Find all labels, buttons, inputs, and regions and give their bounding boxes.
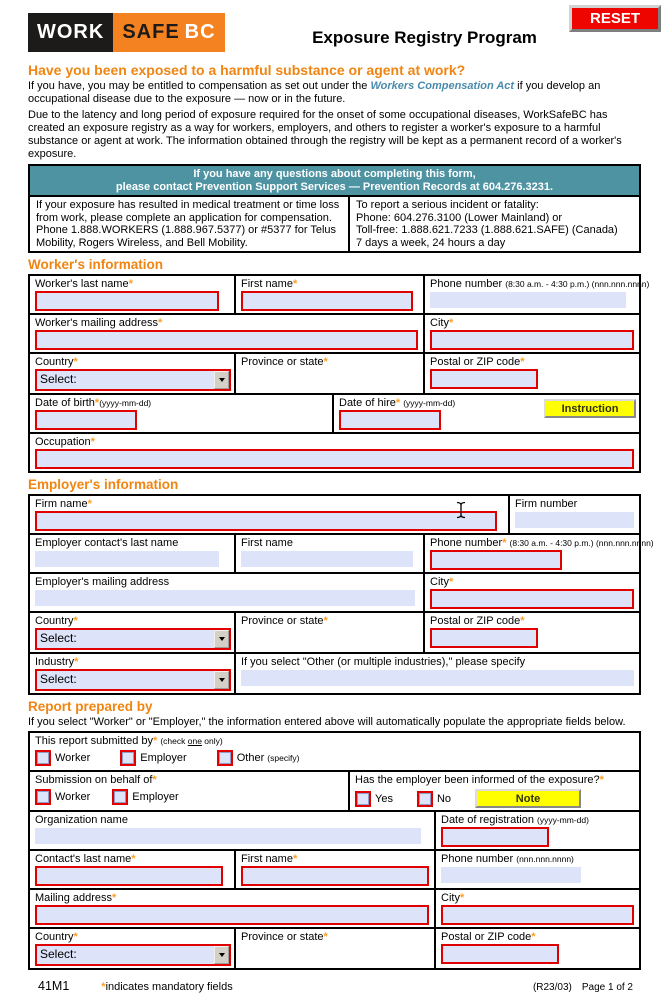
required-asterisk: * — [531, 931, 536, 943]
worker-city-input[interactable] — [430, 330, 634, 350]
employer-phone-input[interactable] — [430, 550, 562, 570]
mandatory-fields-note — [101, 981, 232, 993]
intro-p1-pre: If you have, you may be entitled to compensation as set out under the — [28, 80, 371, 92]
incident-line-4: 7 days a week, 24 hours a day — [356, 236, 506, 249]
contact-phone-input[interactable] — [441, 867, 581, 883]
intro-paragraph-2: Due to the latency and long period of exposure required for the onset of some occupational diseases, WorkSafeBC has created an exposure registry as a way for workers, employers, and others to register a worker's exposure to a harmful substance or agent at work. The information obtained through the registry will be kept as a permanent record of a worker's exposure. — [28, 109, 622, 160]
required-asterisk: * — [157, 317, 163, 329]
intro-paragraph-1 — [28, 80, 641, 106]
submitted-by-other-label: Other — [236, 752, 265, 764]
report-section-note: If you select "Worker" or "Employer," the information entered above will automatically populate the appropriate fields below. — [28, 716, 626, 728]
worksafebc-logo — [28, 13, 225, 52]
worker-mailing-address-label: Worker's mailing address — [35, 317, 158, 329]
informed-yes-label: Yes — [375, 792, 393, 805]
check-hint-one: one — [187, 736, 202, 746]
employer-country-select-value: Select: — [40, 631, 77, 645]
report-postal-label: Postal or ZIP code — [441, 931, 532, 943]
worker-dob-label: Date of birth — [35, 397, 95, 409]
informed-no-label: No — [436, 792, 452, 805]
employer-contact-last-name-label: Employer contact's last name — [35, 537, 179, 549]
worker-city-label: City — [430, 317, 449, 329]
contact-last-name-input[interactable] — [35, 866, 223, 886]
required-asterisk: * — [128, 278, 133, 290]
industry-other-specify-input[interactable] — [241, 670, 634, 686]
worker-country-select[interactable] — [35, 369, 231, 391]
required-asterisk: * — [73, 615, 78, 627]
required-asterisk: * — [292, 278, 298, 290]
contact-phone-label: Phone number — [441, 853, 514, 865]
required-asterisk: * — [292, 853, 298, 865]
text-cursor-icon — [455, 501, 467, 522]
required-asterisk: * — [448, 317, 454, 329]
report-mailing-address-label: Mailing address — [35, 892, 113, 904]
report-table — [28, 731, 641, 970]
required-asterisk: * — [101, 981, 106, 993]
worker-last-name-input[interactable] — [35, 291, 219, 311]
incident-line-3: Toll-free: 1.888.621.7233 (1.888.621.SAFE) (Canada) — [356, 224, 618, 236]
instruction-button[interactable]: Instruction — [544, 399, 636, 418]
employer-phone-label: Phone number — [430, 537, 503, 549]
dropdown-arrow-icon[interactable] — [214, 630, 229, 648]
logo-safe-text: SAFE — [122, 21, 180, 43]
incident-report-info-box — [350, 197, 639, 251]
contact-first-name-input[interactable] — [241, 866, 429, 886]
organization-name-input[interactable] — [35, 828, 421, 844]
required-asterisk: * — [73, 356, 78, 368]
report-city-label: City — [441, 892, 460, 904]
worker-hire-date-input[interactable] — [339, 410, 441, 430]
worker-dob-input[interactable] — [35, 410, 137, 430]
report-mailing-address-input[interactable] — [35, 905, 429, 925]
firm-number-input[interactable] — [515, 512, 634, 528]
employer-section-heading: Employer's information — [28, 477, 179, 492]
required-asterisk: * — [502, 537, 507, 549]
informed-yes-checkbox[interactable] — [355, 791, 371, 807]
required-asterisk: * — [323, 615, 328, 627]
employer-city-label: City — [430, 576, 449, 588]
workers-compensation-act-link[interactable]: Workers Compensation Act — [370, 80, 515, 92]
worker-country-label: Country — [35, 356, 74, 368]
required-asterisk: * — [520, 356, 525, 368]
submitted-by-worker-checkbox[interactable] — [35, 750, 51, 766]
required-asterisk: * — [112, 892, 117, 904]
contact-first-name-label: First name — [241, 853, 293, 865]
note-button[interactable]: Note — [475, 789, 581, 808]
behalf-worker-checkbox[interactable] — [35, 789, 51, 805]
industry-select-value: Select: — [40, 672, 77, 686]
dropdown-arrow-icon[interactable] — [214, 946, 229, 964]
worker-last-name-label: Worker's last name — [35, 278, 129, 290]
required-asterisk: * — [73, 931, 78, 943]
worker-postal-input[interactable] — [430, 369, 538, 389]
required-asterisk: * — [152, 774, 157, 786]
required-asterisk: * — [90, 436, 95, 448]
banner-line-1: If you have any questions about completing this form, — [193, 168, 476, 180]
intro-heading: Have you been exposed to a harmful substance or agent at work? — [28, 62, 466, 78]
worker-country-select-value: Select: — [40, 372, 77, 386]
worker-phone-label: Phone number — [430, 278, 503, 290]
dropdown-arrow-icon[interactable] — [214, 671, 229, 689]
required-asterisk: * — [459, 892, 465, 904]
required-asterisk: * — [599, 774, 604, 786]
worker-mailing-address-input[interactable] — [35, 330, 418, 350]
intro-p1-post: if you develop an occupational disease due to the exposure — now or in the future. — [28, 80, 601, 105]
contact-phone-hint: (nnn.nnn.nnnn) — [516, 854, 574, 864]
employer-country-select[interactable] — [35, 628, 231, 650]
employer-table — [28, 494, 654, 695]
revision-number: (R23/03) — [532, 982, 572, 993]
incident-line-2: Phone: 604.276.3100 (Lower Mainland) or — [356, 211, 563, 224]
required-asterisk: * — [448, 576, 454, 588]
submitted-by-other-checkbox[interactable] — [217, 750, 233, 766]
firm-number-label: Firm number — [515, 498, 578, 510]
logo-work-block — [28, 13, 113, 52]
behalf-of-label: Submission on behalf of — [35, 774, 153, 786]
report-country-select-value: Select: — [40, 947, 77, 961]
required-asterisk: * — [87, 498, 92, 510]
employer-first-name-input[interactable] — [241, 551, 413, 567]
worker-hire-date-label: Date of hire — [339, 397, 396, 409]
required-asterisk: * — [395, 397, 401, 409]
report-city-input[interactable] — [441, 905, 634, 925]
other-specify-hint: (specify) — [267, 753, 300, 763]
firm-name-label: Firm name — [35, 498, 88, 510]
worker-section-heading: Worker's information — [28, 257, 163, 272]
logo-work-text: WORK — [37, 21, 105, 43]
page-footer — [28, 979, 641, 993]
employer-city-input[interactable] — [430, 589, 634, 609]
submitted-by-employer-checkbox[interactable] — [120, 750, 136, 766]
worker-table — [28, 274, 650, 473]
check-hint-post: only) — [201, 736, 223, 746]
page-number: Page 1 of 2 — [581, 982, 633, 993]
required-asterisk: * — [520, 615, 525, 627]
required-asterisk: * — [74, 656, 79, 668]
report-province-label: Province or state — [241, 931, 324, 943]
logo-safebc-block — [113, 13, 224, 52]
questions-banner — [28, 164, 641, 197]
form-number: 41M1 — [38, 979, 70, 993]
worker-dob-hint: (yyyy-mm-dd) — [99, 398, 152, 408]
required-asterisk: * — [153, 735, 158, 747]
employer-informed-label: Has the employer been informed of the exposure? — [355, 774, 600, 786]
worker-phone-input[interactable] — [430, 292, 626, 308]
informed-no-checkbox[interactable] — [417, 791, 433, 807]
logo-bc-text: BC — [184, 21, 216, 43]
date-of-registration-input[interactable] — [441, 827, 549, 847]
employer-postal-label: Postal or ZIP code — [430, 615, 521, 627]
employer-country-label: Country — [35, 615, 74, 627]
required-asterisk: * — [131, 853, 136, 865]
worker-province-label: Province or state — [241, 356, 324, 368]
employer-mailing-address-label: Employer's mailing address — [35, 576, 170, 588]
report-country-select[interactable] — [35, 944, 231, 966]
contact-info-boxes — [28, 197, 641, 253]
mandatory-fields-text: indicates mandatory fields — [105, 981, 233, 993]
report-country-label: Country — [35, 931, 74, 943]
worker-first-name-input[interactable] — [241, 291, 413, 311]
compensation-info-box: If your exposure has resulted in medical treatment or time loss from work, please complete an application for compensation. Phone 1.888.WORKERS (1.888.967.5377) or #5377 for Telus Mobility, Rogers Wireless, and Bell Mobility. — [30, 197, 350, 251]
incident-line-1: To report a serious incident or fatality: — [356, 199, 539, 211]
industry-label: Industry — [35, 656, 75, 668]
date-of-registration-hint: (yyyy-mm-dd) — [537, 815, 589, 825]
worker-postal-label: Postal or ZIP code — [430, 356, 521, 368]
reset-button[interactable]: RESET — [569, 5, 661, 32]
banner-line-2: please contact Prevention Support Services — Prevention Records at 604.276.3231. — [115, 180, 554, 193]
employer-first-name-label: First name — [241, 537, 293, 549]
worker-occupation-label: Occupation — [35, 436, 91, 448]
report-section-heading: Report prepared by — [28, 699, 153, 714]
submitted-by-worker-label: Worker — [55, 752, 91, 764]
industry-other-specify-label: If you select "Other (or multiple industries)," please specify — [241, 656, 526, 668]
worker-occupation-input[interactable] — [35, 449, 634, 469]
organization-name-label: Organization name — [35, 814, 128, 826]
firm-name-input[interactable] — [35, 511, 497, 531]
worker-hire-date-hint: (yyyy-mm-dd) — [403, 398, 456, 408]
page-title: Exposure Registry Program — [312, 28, 537, 47]
industry-select[interactable] — [35, 669, 231, 691]
employer-contact-last-name-input[interactable] — [35, 551, 219, 567]
check-hint-pre: (check — [160, 736, 188, 746]
behalf-employer-label: Employer — [132, 791, 179, 803]
dropdown-arrow-icon[interactable] — [214, 371, 229, 389]
check-one-only-hint — [160, 736, 222, 746]
submitted-by-label: This report submitted by — [35, 735, 153, 747]
submitted-by-employer-label: Employer — [140, 752, 187, 764]
report-postal-input[interactable] — [441, 944, 559, 964]
contact-last-name-label: Contact's last name — [35, 853, 132, 865]
behalf-employer-checkbox[interactable] — [112, 789, 128, 805]
required-asterisk: * — [323, 356, 328, 368]
employer-province-label: Province or state — [241, 615, 324, 627]
worker-phone-hint: (8:30 a.m. - 4:30 p.m.) (nnn.nnn.nnnn) — [505, 279, 650, 289]
required-asterisk: * — [323, 931, 328, 943]
date-of-registration-label: Date of registration — [441, 814, 534, 826]
behalf-worker-label: Worker — [55, 791, 91, 803]
worker-first-name-label: First name — [241, 278, 293, 290]
employer-mailing-address-input[interactable] — [35, 590, 415, 606]
page-header — [0, 0, 669, 56]
employer-phone-hint: (8:30 a.m. - 4:30 p.m.) (nnn.nnn.nnnn) — [509, 538, 654, 548]
required-asterisk: * — [94, 397, 100, 409]
employer-postal-input[interactable] — [430, 628, 538, 648]
